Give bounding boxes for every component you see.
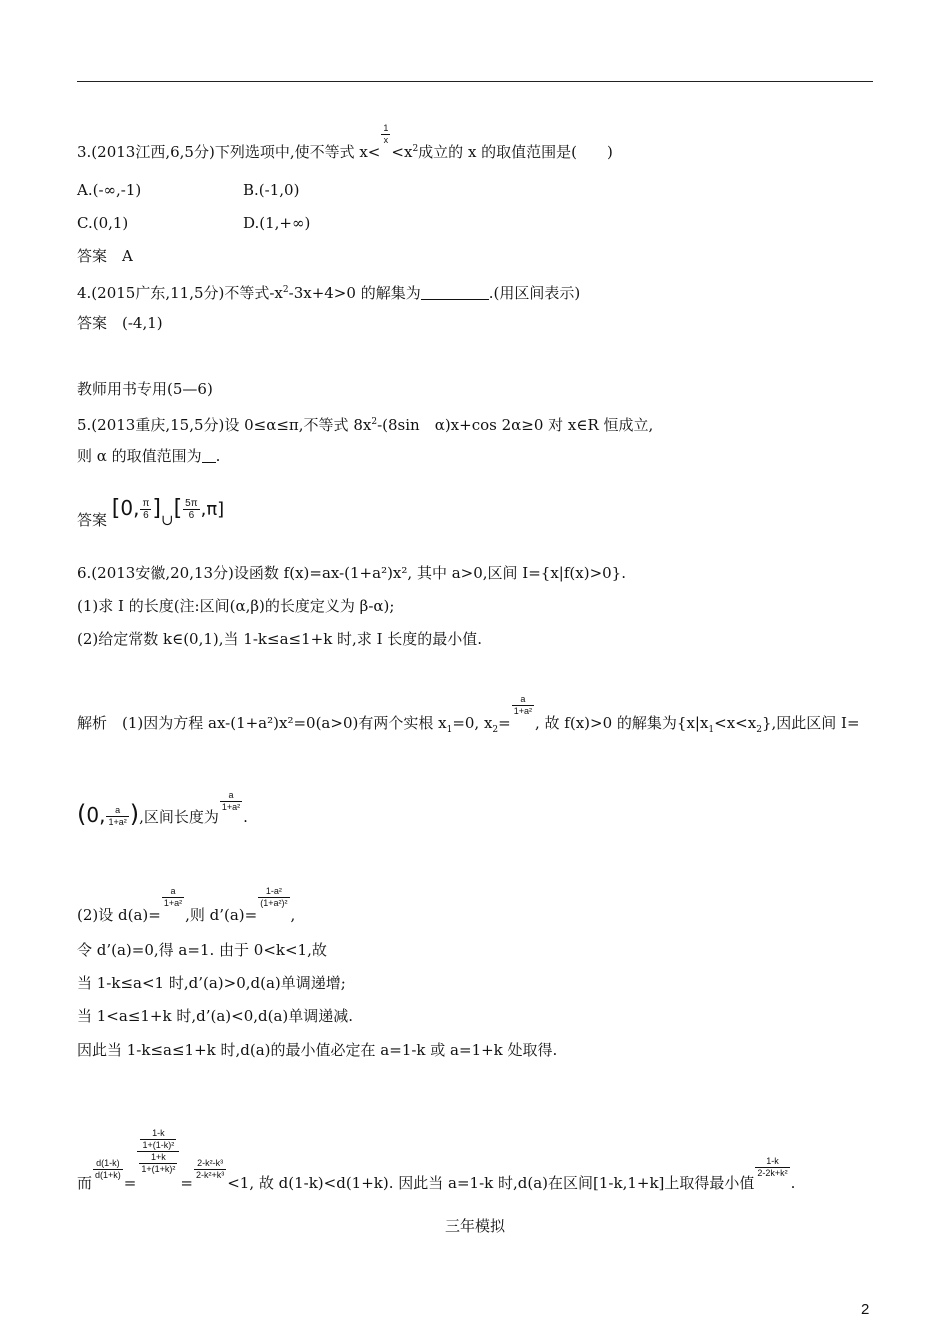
q4-answer: 答案 (-4,1) — [77, 314, 163, 332]
solution-line2: 当 1-k≤a<1 时,d’(a)>0,d(a)单调递增; — [77, 974, 346, 992]
solution-interval: (0, $\frac{a}{\text{1+a²}}$ ),区间长度为 $\frac{a}{\text{1+a²}}$ . — [77, 790, 248, 828]
header-rule — [77, 81, 873, 82]
section-title: 三年模拟 — [444, 1217, 505, 1235]
minimum-fraction: $\frac{1-k}{\text{2-2k+k²}}$ — [757, 1155, 788, 1178]
answer-interval-left: [0, $\frac{\pi}{6}$ ] — [111, 496, 161, 521]
exponent-fraction: $\frac{1}{x}$ — [383, 123, 389, 145]
solution-line5: 而 $\frac{d(1-k)}{d(1+k)}$ = $\frac{\frac{1-k}{\text{1+(1-k)²}}}{\frac{1+k}{\text{1+(1+k)²}}}$ = $\frac{\text{2-k²-k³}}{\text{2-k²+k³}}$ <1, 故 d(1-k)<d(1+k). 因此当 a=1-k 时,d(a)在区间[1-k,1+k]上取得最小值 $\frac{1-k}{\text{2-2k+k²}}$ . — [77, 1128, 796, 1192]
d-fraction: $\frac{a}{\text{1+a²}}$ — [163, 886, 183, 908]
option-d: D.(1,+∞) — [243, 214, 311, 232]
answer-interval-right: [ $\frac{5\pi}{6}$ ,π] — [173, 496, 225, 521]
answer-blank — [202, 448, 216, 463]
q5-stem-line2: 则 α 的取值范围为 . — [77, 447, 221, 465]
q6-stem-line1: 6.(2013安徽,20,13分)设函数 f(x)=ax-(1+a²)x², 其中 a>0,区间 I={x|f(x)>0}. — [77, 564, 626, 582]
q3-options-row1 — [77, 180, 299, 200]
teacher-note: 教师用书专用(5—6) — [77, 380, 213, 398]
q3-answer: 答案 A — [77, 247, 133, 265]
root-fraction: $\frac{a}{\text{1+a²}}$ — [513, 694, 532, 716]
q3-stem: 3.(2013江西,6,5分)下列选项中,使不等式 x< $\frac{1}{x}$ $<x^2$成立的 x 的取值范围是( ) — [77, 123, 613, 161]
q4-stem: 4.(2015广东,11,5分)不等式$-x^2-3x+4>0$ 的解集为 .(用区间表示) — [77, 284, 581, 302]
page-number: 2 — [861, 1301, 870, 1318]
simplified-fraction: $\frac{\text{2-k²-k³}}{\text{2-k²+k³}}$ — [195, 1157, 225, 1180]
solution-line3: 当 1<a≤1+k 时,d’(a)<0,d(a)单调递减. — [77, 1007, 354, 1025]
q6-part2: (2)给定常数 k∈(0,1),当 1-k≤a≤1+k 时,求 I 长度的最小值. — [77, 630, 483, 648]
solution-part2: (2)设 d(a)= $\frac{a}{\text{1+a²}}$ ,则 d’(a)= $\frac{\text{1-a²}}{\text{(1+a²)²}}$ , — [77, 886, 296, 924]
length-fraction: $\frac{a}{\text{1+a²}}$ — [221, 790, 241, 812]
q5-answer: 答案 [0, $\frac{\pi}{6}$ ]∪[ $\frac{5\pi}{6}$ ,π] — [77, 496, 225, 529]
compound-fraction: $\frac{\frac{1-k}{\text{1+(1-k)²}}}{\frac{1+k}{\text{1+(1+k)²}}}$ — [137, 1128, 179, 1175]
solution-part1: 解析 (1)因为方程 ax-(1+a²)x²=0(a>0)有两个实根 $x_1=0$, $x_2=$ $\frac{a}{\text{1+a²}}$ , 故 f(x)>0 的解集为$\{x|x_1<x<x_2\}$,因此区间 I= — [77, 694, 860, 735]
option-c: C.(0,1) — [77, 214, 129, 232]
interval-expression: (0, $\frac{a}{\text{1+a²}}$ ) — [77, 800, 140, 828]
q5-stem-line1: 5.(2013重庆,15,5分)设 0≤α≤π,不等式 $8x^2-(8\sin$ α)x+cos 2α≥0 对 x∈R 恒成立, — [77, 416, 654, 434]
solution-line4: 因此当 1-k≤a≤1+k 时,d(a)的最小值必定在 a=1-k 或 a=1+k 处取得. — [77, 1041, 558, 1059]
solution-line1: 令 d’(a)=0,得 a=1. 由于 0<k<1,故 — [77, 941, 327, 959]
option-a: A.(-∞,-1) — [77, 181, 142, 199]
derivative-fraction: $\frac{\text{1-a²}}{\text{(1+a²)²}}$ — [260, 886, 288, 908]
option-b: B.(-1,0) — [243, 181, 300, 199]
ratio-fraction: $\frac{d(1-k)}{d(1+k)}$ — [95, 1157, 121, 1180]
q3-options-row2 — [77, 213, 310, 233]
answer-blank — [421, 285, 489, 300]
q6-part1: (1)求 I 的长度(注:区间(α,β)的长度定义为 β-α); — [77, 597, 395, 615]
